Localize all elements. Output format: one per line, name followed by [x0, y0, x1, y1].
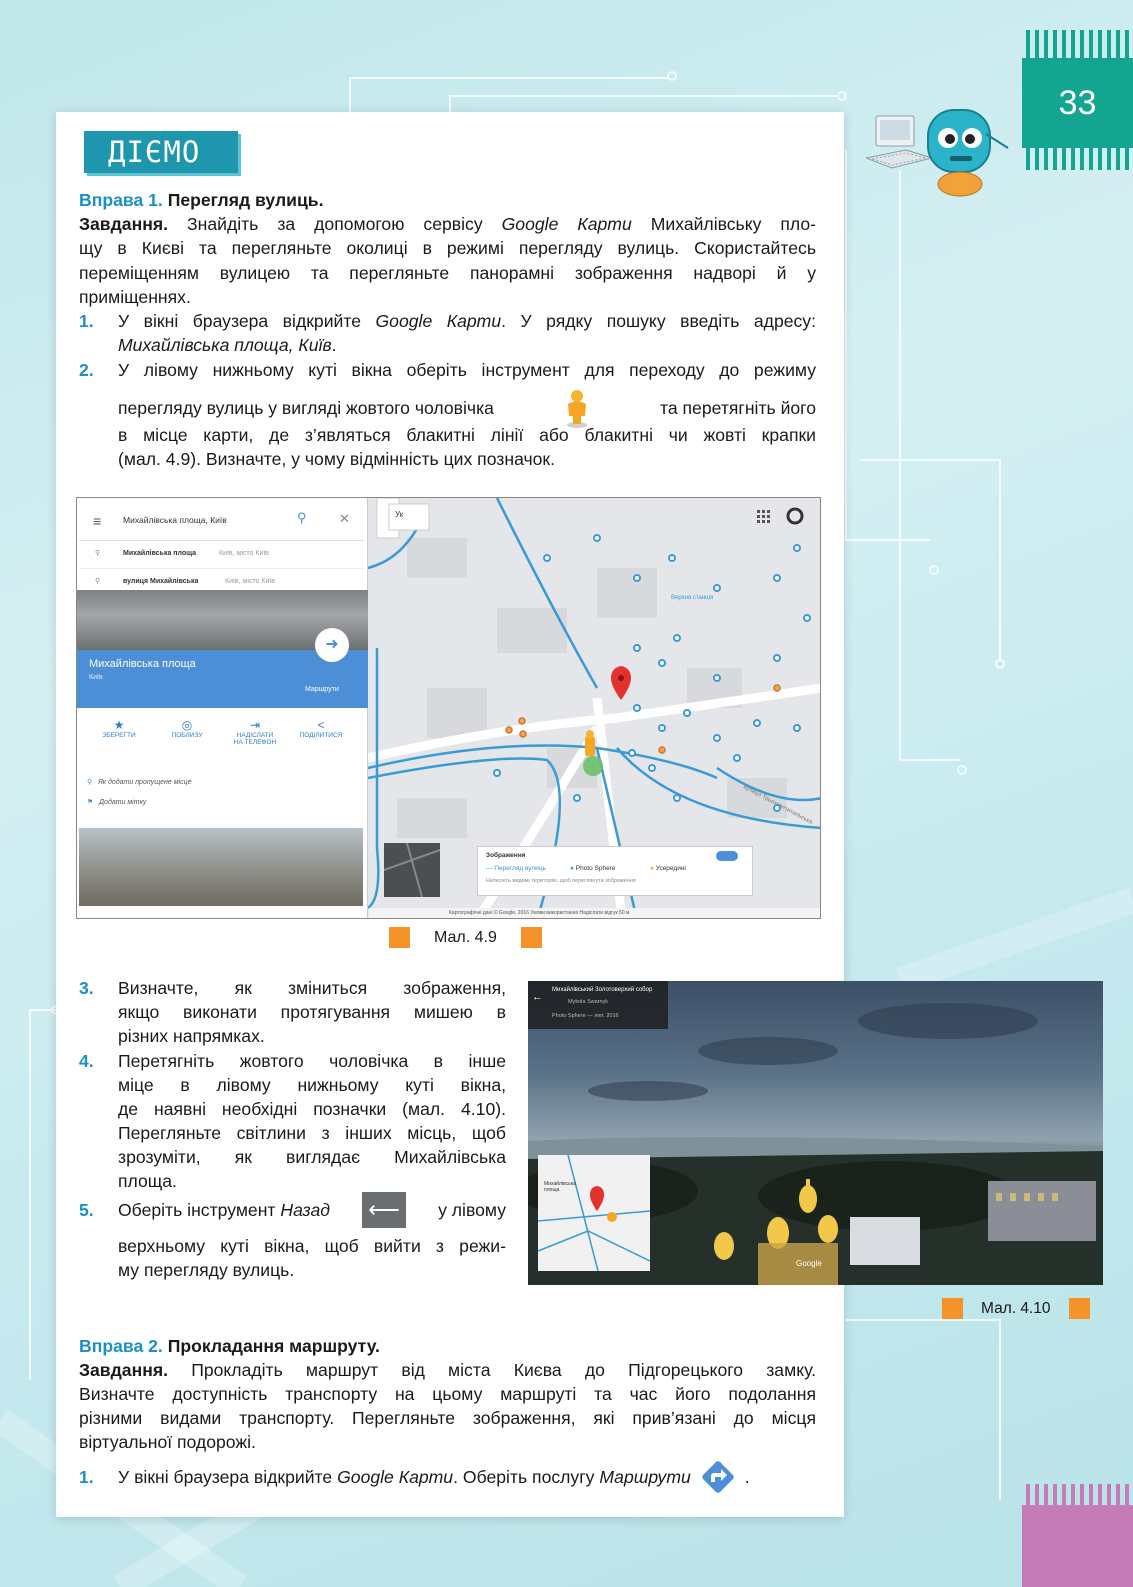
- page-tab-comb-pink: [1026, 1484, 1129, 1506]
- map-search-bar[interactable]: [79, 501, 365, 541]
- figure-4-10-caption: Мал. 4.10: [942, 1298, 1090, 1319]
- panorama-canvas: [528, 981, 1103, 1285]
- page-tab-pink: [1022, 1505, 1133, 1587]
- exercise-2-heading: [79, 1334, 380, 1359]
- flag-icon: ⚑: [87, 799, 94, 806]
- exercise-2-title: Прокладання маршруту.: [167, 1336, 380, 1356]
- share-button[interactable]: < ПОДІЛИТИСЯ: [291, 718, 351, 739]
- clear-icon[interactable]: ✕: [339, 511, 350, 526]
- add-label-link[interactable]: ⚑ Додати мітку: [87, 799, 147, 806]
- nearby-icon: ◎: [181, 718, 193, 732]
- figure-4-9-caption: Мал. 4.9: [389, 927, 542, 948]
- step-number: 1.: [79, 1467, 94, 1487]
- ex1-step2-line1: У лівому нижньому куті вікна оберіть інструмент для переходу до режиму: [118, 360, 816, 380]
- imagery-toggle[interactable]: [716, 851, 738, 861]
- send-to-phone-button[interactable]: ⇥ НАДІСЛАТИ НА ТЕЛЕФОН: [225, 718, 285, 746]
- language-select[interactable]: Ук: [395, 510, 404, 519]
- map-label-street: вулиця Трьохсвятительська: [742, 784, 814, 826]
- ex1-step5-line2: верхньому куті вікна, щоб вийти з режи-: [118, 1236, 506, 1256]
- exercise-1-task-line2: щу в Києві та перегляньте околиці в режимі перегляду вулиць. Скористайтесь: [79, 238, 816, 258]
- directions-icon[interactable]: ➜: [315, 628, 349, 662]
- panorama-date: Photo Sphere — лют. 2016: [552, 1013, 619, 1019]
- ex2-step1-line: У вікні браузера відкрийте Google Карти . Оберіть послугу Маршрути .: [118, 1458, 750, 1496]
- menu-icon[interactable]: ≡: [93, 513, 102, 529]
- ex1-step5-line3: му перегляду вулиць.: [118, 1260, 295, 1280]
- place-pin-icon: ⚲: [95, 550, 101, 557]
- exercise-1-task-line3: переміщенням вулицею та перегляньте панорамні зображення надворі й у: [79, 263, 816, 283]
- map-footer: Картографічні дані © Google, 2016 Умови використання Надіслати відгук 50 м: [369, 908, 821, 919]
- pegman-icon: [560, 388, 594, 428]
- step-number: 4.: [79, 1051, 94, 1071]
- ex1-step5-line1: Оберіть інструмент Назад ⟵ у лівому: [118, 1190, 506, 1230]
- step-number: 3.: [79, 978, 94, 998]
- nearby-button[interactable]: ◎ ПОБЛИЗУ: [157, 718, 217, 739]
- suggestion-item[interactable]: ⚲ вулиця Михайлівська Київ, місто Київ: [79, 569, 365, 597]
- google-logo: Google: [796, 1259, 822, 1268]
- ex1-step3-line3: різних напрямках.: [118, 1026, 265, 1046]
- exercise-2-task-line3: різними видами транспорту. Перегляньте зображення, які прив’язані до місця: [79, 1408, 816, 1428]
- mini-map-label: Михайлівська площа: [544, 1181, 576, 1193]
- ex1-step2-line4: (мал. 4.9). Визначте, у чому відмінність цих позначок.: [118, 449, 556, 469]
- caption-marker: [1069, 1298, 1090, 1319]
- search-icon[interactable]: ⚲: [297, 510, 307, 525]
- star-icon: ★: [113, 718, 125, 732]
- search-input[interactable]: Михайлівська площа, Київ: [123, 515, 227, 525]
- figure-4-9-google-maps-screenshot: [76, 497, 821, 919]
- routes-label[interactable]: Маршрути: [305, 686, 339, 693]
- ex1-step4-line6: площа.: [118, 1171, 177, 1191]
- add-missing-place-link[interactable]: ⚲ Як додати пропущене місце: [87, 779, 192, 786]
- page-tab-comb-bottom: [1026, 148, 1129, 170]
- exercise-1-title: Перегляд вулиць.: [167, 190, 324, 210]
- exercise-1-heading: [79, 188, 323, 213]
- ex1-step1-line1: У вікні браузера відкрийте Google Карти. У рядку пошуку введіть адресу:: [118, 311, 816, 331]
- exercise-2-label: Вправа 2.: [79, 1336, 163, 1356]
- place-links: [87, 773, 191, 813]
- map-label-station: Верхня станція: [671, 595, 714, 601]
- place-name: Михайлівська площа: [89, 658, 196, 670]
- ex1-step4-line5: зрозуміти, як виглядає Михайлівська: [118, 1147, 506, 1167]
- directions-icon: [699, 1458, 737, 1496]
- back-arrow-icon: ⟵: [362, 1192, 406, 1228]
- send-icon: ⇥: [249, 718, 261, 732]
- robot-mascot-icon: [866, 104, 1016, 204]
- exercise-1-label: Вправа 1.: [79, 190, 163, 210]
- place-header: [77, 636, 368, 708]
- place-pin-icon: ⚲: [95, 578, 101, 585]
- ex1-step3-line2: якщо виконати протягування мишею в: [118, 1002, 506, 1022]
- street-photo-thumbnail[interactable]: [79, 828, 363, 906]
- ex1-step4-line4: Перегляньте світлини з інших місць, щоб: [118, 1123, 506, 1143]
- ex1-step4-line1: Перетягніть жовтого чоловічка в інше: [118, 1051, 506, 1071]
- place-city: Київ: [89, 674, 103, 681]
- back-arrow-icon[interactable]: ←: [532, 991, 543, 1003]
- suggestion-item[interactable]: ⚲ Михайлівська площа Київ, місто Київ: [79, 541, 365, 569]
- page-number: 33: [1022, 58, 1133, 148]
- caption-marker: [521, 927, 542, 948]
- step-number: 2.: [79, 360, 94, 380]
- ex1-step4-line2: міце в лівому нижньому куті вікна,: [118, 1075, 506, 1095]
- save-button[interactable]: ★ ЗБЕРЕГТИ: [89, 718, 149, 739]
- exercise-1-task-line4: приміщеннях.: [79, 287, 191, 307]
- panorama-title: Михайлівський Золотоверхий собор: [552, 987, 653, 993]
- figure-4-10-street-view-screenshot: [528, 981, 1103, 1285]
- panorama-author: Mykola Swarnyk: [568, 999, 609, 1005]
- ex1-step2-line2: перегляду вулиць у вигляді жовтого чоловічка та перетягніть його: [118, 388, 816, 428]
- imagery-legend: Зображення — Перегляд вулиць ● Photo Sphere ● Усередині Натисніть видимі територію, щоб переглянути зображення: [477, 846, 753, 896]
- page-tab-comb-top: [1026, 30, 1129, 58]
- caption-marker: [942, 1298, 963, 1319]
- ex1-step3-line1: Визначте, як зміниться зображення,: [118, 978, 506, 998]
- caption-marker: [389, 927, 410, 948]
- ex1-step2-line3: в місце карти, де з’являться блакитні лінії або блакитні чи жовті крапки: [118, 425, 816, 445]
- ex1-step4-line3: де наявні необхідні позначки (мал. 4.10).: [118, 1099, 506, 1119]
- exercise-1-task-line1: Завдання. Знайдіть за допомогою сервісу Google Карти Михайлівську пло-: [79, 214, 817, 234]
- step-number: 1.: [79, 311, 94, 331]
- ex1-step1-line2: Михайлівська площа, Київ.: [118, 335, 337, 355]
- exercise-2-task-line1: Завдання. Прокладіть маршрут від міста Києва до Підгорецького замку.: [79, 1360, 817, 1380]
- maps-side-panel: [77, 498, 368, 919]
- exercise-2-task-line2: Визначте доступність транспорту на цьому маршруті та час його подолання: [79, 1384, 816, 1404]
- share-icon: <: [317, 718, 325, 732]
- add-place-icon: ⚲: [87, 779, 93, 786]
- place-actions: [77, 712, 368, 764]
- step-number: 5.: [79, 1200, 94, 1220]
- exercise-2-task-line4: віртуальної подорожі.: [79, 1432, 256, 1452]
- section-badge: ДІЄМО: [84, 131, 238, 173]
